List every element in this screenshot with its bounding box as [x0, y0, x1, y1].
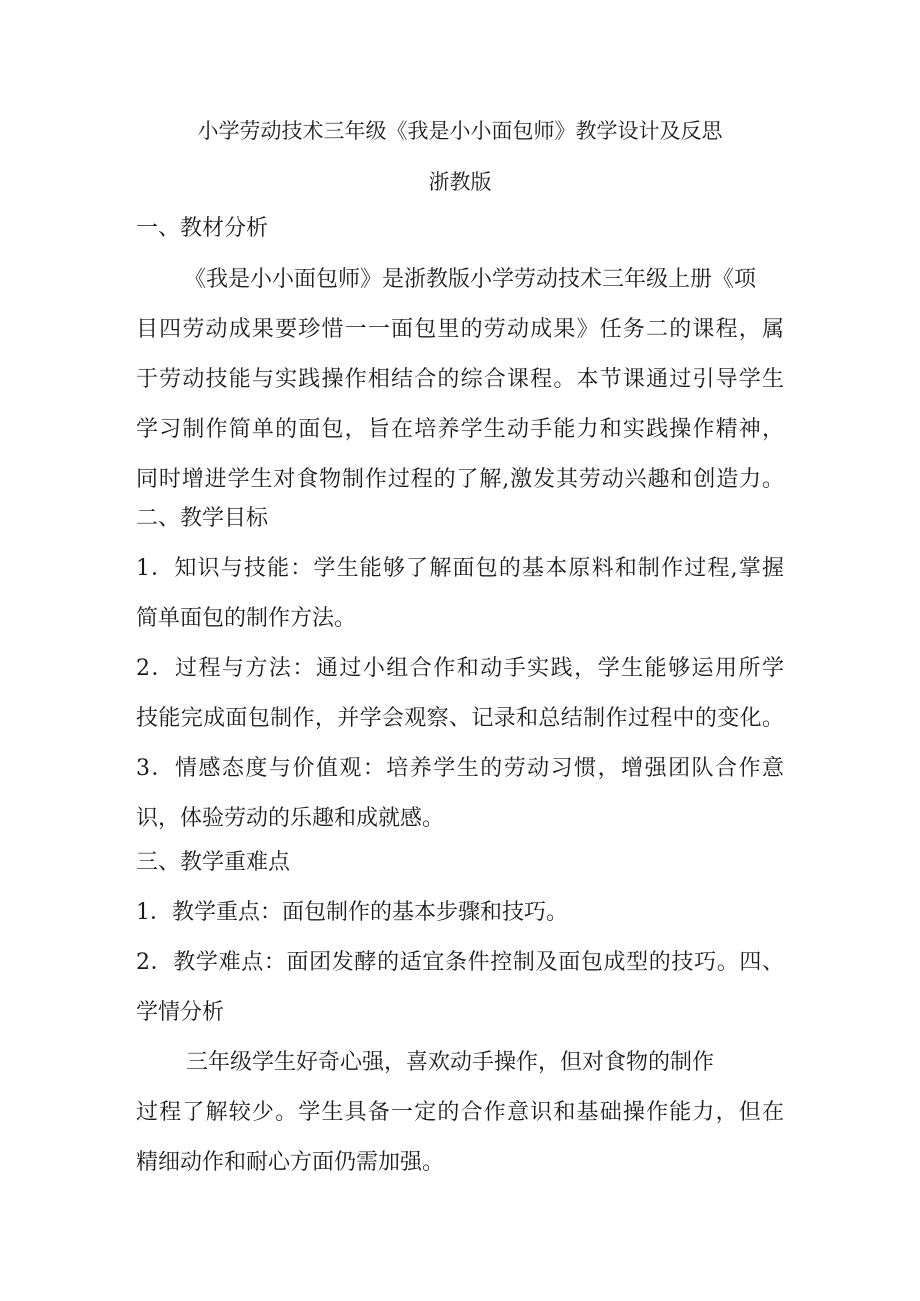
paragraph-line: 简单面包的制作方法。: [136, 606, 357, 631]
paragraph-line: 于劳动技能与实践操作相结合的综合课程。本节课通过引导学生: [136, 367, 784, 392]
list-item: 1．教学重点：面包制作的基本步骤和技巧。: [136, 900, 568, 925]
section-heading: 三、教学重难点: [136, 850, 291, 875]
list-item: 2．过程与方法：通过小组合作和动手实践，学生能够运用所学: [136, 656, 784, 681]
section-heading: 一、教材分析: [136, 216, 269, 241]
list-item: 3．情感态度与价值观：培养学生的劳动习惯，增强团队合作意: [136, 756, 784, 781]
paragraph-line: 识，体验劳动的乐趣和成就感。: [136, 806, 445, 831]
paragraph-line: 过程了解较少。学生具备一定的合作意识和基础操作能力，但在: [136, 1100, 784, 1125]
paragraph-line: 《我是小小面包师》是浙教版小学劳动技术三年级上册《项: [184, 267, 757, 292]
paragraph-line: 学习制作简单的面包，旨在培养学生动手能力和实践操作精神，: [136, 417, 784, 442]
list-item: 2．教学难点：面团发酵的适宜条件控制及面包成型的技巧。四、: [136, 950, 784, 975]
section-heading: 学情分析: [136, 1000, 225, 1025]
paragraph-line: 目四劳动成果要珍惜一一面包里的劳动成果》任务二的课程，属: [136, 317, 784, 342]
list-item: 1．知识与技能：学生能够了解面包的基本原料和制作过程,掌握: [136, 556, 784, 581]
section-heading: 二、教学目标: [136, 506, 269, 531]
paragraph-line: 同时增进学生对食物制作过程的了解,激发其劳动兴趣和创造力。: [136, 467, 784, 492]
paragraph-line: 三年级学生好奇心强，喜欢动手操作，但对食物的制作: [186, 1050, 715, 1075]
paragraph-line: 技能完成面包制作，并学会观察、记录和总结制作过程中的变化。: [136, 706, 784, 731]
document-subtitle: 浙教版: [428, 170, 492, 194]
paragraph-line: 精细动作和耐心方面仍需加强。: [136, 1150, 445, 1175]
document-title: 小学劳动技术三年级《我是小小面包师》教学设计及反思: [197, 119, 723, 143]
